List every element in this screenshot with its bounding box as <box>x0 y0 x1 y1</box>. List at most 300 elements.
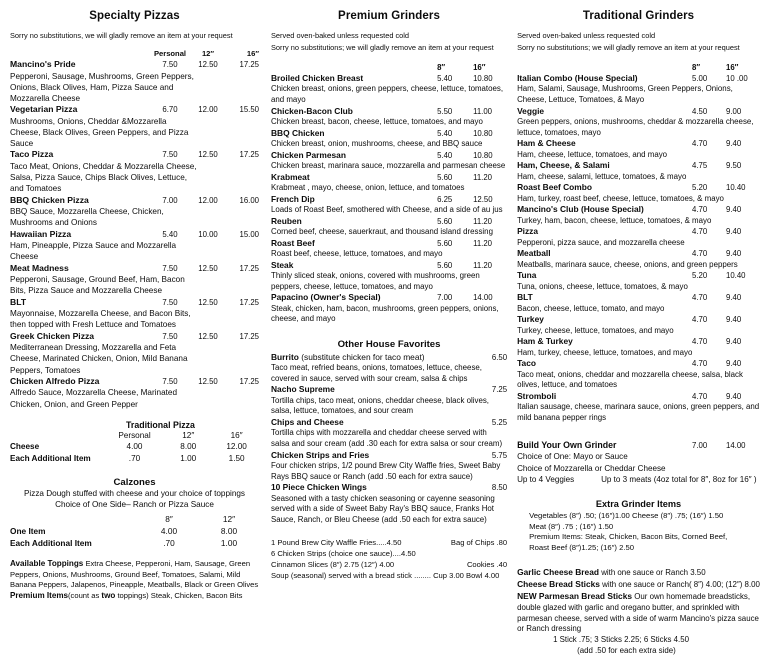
side-label: Cinnamon Slices (8″) 2.75 (12″) 4.00 <box>271 560 395 570</box>
byo-line1: Choice of One: Mayo or Sauce <box>517 452 628 462</box>
calz-row-8in: .70 <box>163 538 175 549</box>
item-price-personal: 7.50 <box>162 376 178 386</box>
header-16in: 16″ <box>726 63 739 72</box>
cheese-sticks-text: with one sauce or Ranch( 8″) 4.00; (12″) 8.00 <box>599 580 760 590</box>
item-price-16: 9.40 <box>726 293 742 303</box>
trad-row-label: Each Additional Item <box>10 454 91 463</box>
item-price-8: 4.70 <box>692 249 708 259</box>
item-price-8: 4.50 <box>692 106 708 116</box>
item-name: Reuben <box>271 215 302 226</box>
item-description: Pepperoni, Sausage, Ground Beef, Ham, Bacon Bits, Pizza Sauce and Mozzarella Cheese <box>10 275 185 296</box>
header-16in: 16″ <box>246 49 259 58</box>
item-price-8: 4.70 <box>692 205 708 215</box>
item-price-8: 5.00 <box>692 74 708 83</box>
premium-items-line <box>10 591 259 601</box>
item-price-16: 11.20 <box>473 216 492 226</box>
item-price-12: 12.50 <box>198 150 218 160</box>
item-price-8: 4.70 <box>692 337 708 347</box>
calz-header-8in: 8″ <box>165 514 173 525</box>
cheese-bread-sticks[interactable] <box>517 579 760 591</box>
item-description: Ham, turkey, cheese, lettuce, tomatoes, and mayo <box>517 347 693 357</box>
item-description: Taco meat, refried beans, onions, tomatoes, lettuce, cheese, covered in sauce, served with sour cream, salsa & chips <box>271 363 482 383</box>
extra-line: Meat (8″) .75 ; (16″) 1.50 <box>529 521 614 531</box>
menu-item[interactable] <box>517 182 760 204</box>
item-description: BBQ Sauce, Mozzarella Cheese, Chicken, Mushrooms and Onions <box>10 207 164 228</box>
item-description: Corned beef, cheese, sauerkraut, and thousand island dressing <box>271 227 493 236</box>
menu-item[interactable] <box>271 238 507 260</box>
item-price-8: 5.60 <box>437 216 453 226</box>
item-price-8: 7.00 <box>437 293 453 303</box>
byo-line3 <box>517 474 760 485</box>
item-description: Alfredo Sauce, Mozzarella Cheese, Marinated Chicken, Onion, and Green Pepper <box>10 388 178 409</box>
item-name: Chips and Cheese <box>271 416 344 427</box>
item-description: Chicken breast, onions, green peppers, cheese, lettuce, tomatoes, and mayo <box>271 84 504 104</box>
menu-item[interactable] <box>517 138 760 160</box>
item-price-16: 11.20 <box>473 238 492 248</box>
item-price-personal: 7.50 <box>162 263 178 273</box>
item-price-16: 10.80 <box>473 128 493 138</box>
item-description: Meatballs, marinara sauce, cheese, onions, and green peppers <box>517 259 738 269</box>
item-price-16: 9.50 <box>726 161 742 171</box>
calz-row-8in: 4.00 <box>160 526 178 537</box>
item-price-8: 5.20 <box>692 183 708 193</box>
item-price-12: 12.00 <box>198 195 218 205</box>
trad-row-16in: 12.00 <box>226 442 247 452</box>
traditional-pizza-table <box>10 420 259 465</box>
toppings-section <box>10 559 259 601</box>
item-name: Turkey <box>517 314 544 325</box>
item-name: Roast Beef <box>271 237 315 248</box>
byo-name: Build Your Own Grinder <box>517 440 617 451</box>
item-description: Turkey, ham, bacon, cheese, lettuce, tomatoes, & mayo <box>517 215 712 225</box>
item-description: Ham, cheese, lettuce, tomatoes, and mayo <box>517 149 668 159</box>
available-toppings-label: Available Toppings <box>10 559 84 569</box>
item-price-16: 9.00 <box>726 106 742 116</box>
side-label: 6 Chicken Strips (choice one sauce)....4.50 <box>271 549 416 559</box>
item-price-16: 11.20 <box>473 172 492 182</box>
menu-item[interactable] <box>10 297 259 331</box>
item-price-8: 5.40 <box>437 74 453 83</box>
item-name: Broiled Chicken Breast <box>271 73 364 83</box>
trad-row-personal: .70 <box>128 454 141 463</box>
item-price-16: 9.40 <box>726 249 742 259</box>
item-description: Ham, turkey, roast beef, cheese, lettuce, tomatoes, & mayo <box>517 193 724 203</box>
item-price-8: 5.60 <box>437 172 453 182</box>
item-description: Turkey, cheese, lettuce, tomatoes, and mayo <box>517 325 674 335</box>
other-house-favorites-list <box>271 352 507 526</box>
item-price-12: 12.50 <box>198 376 218 386</box>
menu-item[interactable] <box>271 417 507 450</box>
item-price: 6.50 <box>491 352 508 362</box>
sides-list <box>271 537 507 581</box>
item-price-8: 4.70 <box>692 315 708 325</box>
item-price-12: 12.50 <box>198 297 218 307</box>
trad-header-12in: 12″ <box>182 430 195 440</box>
traditional-grinders-note2: Sorry no substitutions; we will gladly remove an item at your request <box>517 43 740 52</box>
item-name: Hawaiian Pizza <box>10 228 72 239</box>
trad-header-personal: Personal <box>118 430 151 440</box>
item-description: Chicken breast, onion, mushrooms, cheese, and BBQ sauce <box>271 139 483 148</box>
menu-item[interactable] <box>271 450 507 483</box>
item-price-8: 4.70 <box>692 391 708 401</box>
byo-veggies: Up to 4 Veggies <box>517 474 575 484</box>
list-item[interactable] <box>271 537 507 548</box>
trad-row-personal: 4.00 <box>126 442 143 452</box>
menu-item[interactable] <box>271 172 507 194</box>
item-price-personal: 7.00 <box>162 195 178 205</box>
traditional-pizza-title: Traditional Pizza <box>126 419 195 430</box>
item-price-16: 11.20 <box>473 260 492 270</box>
traditional-grinders-note1: Served oven-baked unless requested cold <box>517 31 656 40</box>
item-name: Burrito <box>271 351 299 362</box>
item-price-16: 9.40 <box>726 391 742 401</box>
item-price-16: 17.25 <box>239 376 259 386</box>
item-price-12: 12.50 <box>198 60 218 69</box>
item-price-16: 17.25 <box>239 331 259 341</box>
item-name: Vegetarian Pizza <box>10 104 78 115</box>
traditional-grinders-column <box>511 6 764 655</box>
byo-meats: Up to 3 meats (4oz total for 8″, 8oz for 16″ ) <box>601 474 757 484</box>
item-description: Steak, chicken, ham, bacon, mushrooms, green peppers, onions, cheese, and mayo <box>271 303 499 324</box>
premium-grinders-note2: Sorry no substitutions; we will gladly remove an item at your request <box>271 43 494 52</box>
menu-item[interactable] <box>10 149 259 194</box>
item-description: Mayonnaise, Mozzarella Cheese, and Bacon Bits, then topped with Fresh Lettuce and Tomatoes <box>10 309 191 330</box>
menu-item[interactable] <box>10 195 259 229</box>
menu-item[interactable] <box>10 331 259 376</box>
calz-row-12in: 1.00 <box>220 538 238 549</box>
menu-item[interactable] <box>271 292 507 325</box>
traditional-pizza-headers <box>10 430 259 442</box>
item-name: Taco Pizza <box>10 149 54 160</box>
calzones-sub1: Pizza Dough stuffed with cheese and your choice of toppings <box>23 488 246 498</box>
item-name: Ham & Cheese <box>517 138 576 149</box>
trad-row-label: Cheese <box>10 442 40 452</box>
calz-header-blank <box>10 513 138 525</box>
item-name: Tuna <box>517 270 537 281</box>
item-price-8: 4.70 <box>692 293 708 303</box>
item-name: Steak <box>271 259 294 270</box>
cheese-sticks-label: Cheese Bread Sticks <box>517 579 600 590</box>
menu-item[interactable] <box>271 216 507 238</box>
menu-item[interactable] <box>271 482 507 525</box>
side-label: 1 Pound Brew City Waffle Fries.....4.50 <box>271 538 402 548</box>
menu-item[interactable] <box>517 106 760 139</box>
item-price-8: 5.40 <box>437 150 453 160</box>
item-name: Roast Beef Combo <box>517 182 592 193</box>
item-name: BBQ Chicken <box>271 127 325 138</box>
menu-item[interactable] <box>517 204 760 226</box>
extra-line: Vegetables (8″) .50; (16″)1.00 Cheese (8″) .75; (16″) 1.50 <box>529 510 724 520</box>
traditional-grinders-title: Traditional Grinders <box>582 10 695 22</box>
menu-item[interactable] <box>517 248 760 270</box>
menu-item[interactable] <box>10 59 259 104</box>
premium-grinder-list <box>271 73 507 325</box>
menu-item[interactable] <box>517 73 760 106</box>
item-description: Mushrooms, Onions, Cheddar &Mozzarella Cheese, Black Olives, Green Peppers, and Pizza Sauce <box>10 116 189 149</box>
item-name: Papacino (Owner's Special) <box>271 292 381 303</box>
trad-row-12in: 8.00 <box>180 442 197 452</box>
item-description: Pepperoni, pizza sauce, and mozzarella cheese <box>517 237 685 247</box>
parmesan-sticks-label: NEW Parmesan Bread Sticks <box>517 590 633 601</box>
side-label: Soup (seasonal) served with a bread stick ........ Cup 3.00 Bowl 4.00 <box>271 571 500 581</box>
item-price-personal: 5.40 <box>162 229 178 239</box>
item-price-16: 12.50 <box>473 194 493 204</box>
item-name: Taco <box>517 358 536 369</box>
item-price-16: 9.40 <box>726 205 742 215</box>
item-name: Greek Chicken Pizza <box>10 330 95 341</box>
byo-price-8: 7.00 <box>692 441 708 451</box>
specialty-pizzas-note: Sorry no substitutions, we will gladly remove an item at your request <box>10 31 233 40</box>
menu-item[interactable] <box>271 384 507 417</box>
item-price: 8.50 <box>491 483 508 493</box>
item-price-16: 14.00 <box>473 293 493 303</box>
item-name: BBQ Chicken Pizza <box>10 194 89 205</box>
bread-price-line: 1 Stick .75; 3 Sticks 2.25; 6 Sticks 4.50 <box>553 635 690 645</box>
table-row[interactable] <box>10 441 259 453</box>
byo-line2: Choice of Mozzarella or Cheddar Cheese <box>517 463 666 473</box>
item-description: Bacon, cheese, lettuce, tomato, and mayo <box>517 303 665 313</box>
menu-item[interactable] <box>271 73 507 106</box>
item-name: Ham, Cheese, & Salami <box>517 160 610 171</box>
item-price-8: 5.60 <box>437 260 453 270</box>
calzones-sub2: Choice of One Side– Ranch or Pizza Sauce <box>55 500 214 509</box>
item-price-8: 5.60 <box>437 238 453 248</box>
item-name: Stromboli <box>517 390 557 401</box>
header-12in: 12″ <box>201 49 215 58</box>
item-price-8: 5.50 <box>437 106 453 116</box>
item-price-16: 17.25 <box>239 263 259 273</box>
item-price-personal: 7.50 <box>162 297 178 307</box>
item-description: Tuna, onions, cheese, lettuce, tomatoes, & mayo <box>517 281 688 291</box>
premium-grinders-note1: Served oven-baked unless requested cold <box>271 31 410 40</box>
specialty-pizza-list <box>10 59 259 410</box>
item-price-8: 4.70 <box>692 139 708 149</box>
list-item[interactable] <box>271 548 507 559</box>
item-price-16: 9.40 <box>726 139 742 149</box>
item-price-8: 5.40 <box>437 128 453 138</box>
build-your-own-grinder[interactable] <box>517 439 760 485</box>
item-name: Nacho Supreme <box>271 384 335 395</box>
item-name: Chicken Alfredo Pizza <box>10 375 100 386</box>
bread-section <box>517 567 760 656</box>
item-description: Roast beef, cheese, lettuce, tomatoes, and mayo <box>271 249 443 258</box>
menu-item[interactable] <box>517 226 760 248</box>
item-price-16: 9.40 <box>726 227 742 237</box>
item-price-16: 17.25 <box>239 297 259 307</box>
item-name: Meatball <box>517 248 551 259</box>
premium-two: two <box>101 590 116 600</box>
table-row[interactable] <box>10 537 259 549</box>
item-price-8: 4.75 <box>692 161 708 171</box>
item-price-personal: 7.50 <box>162 60 178 69</box>
item-name: Krabmeat <box>271 171 310 182</box>
item-description: Taco Meat, Onions, Cheddar & Mozzarella Cheese, Salsa, Pizza Sauce, Chips Black Olives, Lettuce, and Tomatoes <box>10 162 197 194</box>
trad-header-16in: 16″ <box>230 430 243 440</box>
item-description: Ham, Pineapple, Pizza Sauce and Mozzarella Cheese <box>10 241 177 262</box>
calz-header-12in: 12″ <box>222 514 236 525</box>
item-name: Ham & Turkey <box>517 336 573 347</box>
trad-header-blank <box>10 430 107 442</box>
menu-item[interactable] <box>10 229 259 263</box>
item-price-8: 4.70 <box>692 359 708 369</box>
specialty-pizzas-title: Specialty Pizzas <box>89 10 180 22</box>
item-name: Veggie <box>517 105 545 116</box>
parmesan-sticks-text: Our own homemade breadsticks, double glazed with garlic and oregano butter, and sprinkled with parmesan cheese, served with a side of warm Mancino's pizza sauce or Ranch dressing <box>517 591 759 634</box>
extra-line: Premium Items: Steak, Chicken, Bacon Bits, Corned Beef, <box>529 532 728 542</box>
menu-item[interactable] <box>10 376 259 410</box>
parmesan-bread-sticks[interactable] <box>517 591 760 635</box>
item-price-16: 10.40 <box>726 183 746 193</box>
item-price-16: 10 .00 <box>726 74 748 83</box>
calzones-headers <box>10 513 259 525</box>
menu-item[interactable] <box>271 194 507 216</box>
item-name: Mancino's Club (House Special) <box>517 204 644 215</box>
menu-item[interactable] <box>517 336 760 358</box>
extra-grinder-items <box>517 499 760 553</box>
item-price-personal: 7.50 <box>162 331 178 341</box>
item-description: Green peppers, onions, mushrooms, cheddar & mozzarella cheese, lettuce, tomatoes, mayo <box>517 117 754 137</box>
menu-item[interactable] <box>517 292 760 314</box>
calz-row-12in: 8.00 <box>220 526 238 537</box>
item-price-8: 5.20 <box>692 271 708 281</box>
list-item[interactable] <box>271 570 507 581</box>
table-row[interactable] <box>10 453 259 465</box>
premium-price-headers <box>271 63 507 73</box>
item-name: Chicken Strips and Fries <box>271 449 370 460</box>
calz-row-label: One Item <box>10 526 46 537</box>
menu-item[interactable] <box>271 106 507 128</box>
byo-price-16: 14.00 <box>726 441 746 451</box>
item-name: Chicken Parmesan <box>271 149 346 160</box>
calz-row-label: Each Additional Item <box>10 538 92 549</box>
item-price-16: 17.25 <box>239 60 259 69</box>
item-name: Meat Madness <box>10 262 69 273</box>
premium-post: toppings) Steak, Chicken, Bacon Bits <box>115 590 243 600</box>
garlic-cheese-bread[interactable] <box>517 567 760 579</box>
item-price-12: 10.00 <box>198 229 218 239</box>
header-8in: 8″ <box>437 63 446 72</box>
item-description: Chicken breast, marinara sauce, mozzarella and parmesan cheese <box>271 161 506 170</box>
item-price-16: 16.00 <box>239 195 259 205</box>
item-price-16: 9.40 <box>726 315 742 325</box>
item-price-personal: 7.50 <box>162 150 178 160</box>
item-description: Krabmeat , mayo, cheese, onion, lettuce, and tomatoes <box>271 183 465 192</box>
header-8in: 8″ <box>692 63 701 72</box>
specialty-price-headers <box>10 49 259 59</box>
trad-row-12in: 1.00 <box>180 454 197 463</box>
menu-item[interactable] <box>517 314 760 336</box>
item-price-16: 11.00 <box>473 106 492 116</box>
available-toppings-line <box>10 559 259 590</box>
side-price: Bag of Chips .80 <box>450 538 508 548</box>
item-description: Four chicken strips, 1/2 pound Brew City Waffle fries, Sweet Baby Rays BBQ sauce or Ranch (add .50 each for extra sauce) <box>271 460 501 481</box>
item-price-16: 17.25 <box>239 150 259 160</box>
item-price-8: 4.70 <box>692 227 708 237</box>
item-price-12: 12.50 <box>198 331 218 341</box>
item-description: Taco meat, onions, cheddar and mozzarella cheese, salsa, black olives, lettuce, and tomatoes <box>517 369 743 390</box>
calzones-table <box>10 513 259 549</box>
garlic-bread-label: Garlic Cheese Bread <box>517 567 599 578</box>
item-name: BLT <box>517 292 533 303</box>
list-item[interactable] <box>271 559 507 570</box>
side-price: Cookies .40 <box>466 560 508 570</box>
item-description: Pepperoni, Sausage, Mushrooms, Green Peppers, Onions, Black Olives, Ham, Pizza Sauce and Mozzarella Cheese <box>10 71 194 103</box>
other-house-favorites-title: Other House Favorites <box>337 338 441 350</box>
menu-item[interactable] <box>271 260 507 293</box>
item-description: Seasoned with a tasty chicken seasoning or cayenne seasoning served with a side of Sweet Baby Ray's BBQ sauce, Franks Hot Sauce, Ranch, or Bleu Cheese (add .50 each for extra sauce) <box>271 493 495 524</box>
available-toppings-text: Extra Cheese, Pepperoni, Ham, Sausage, Green Peppers, Onions, Mushrooms, Ground Beef, Tomatoes, Salami, Mild Banana Peppers, Jalapenos, Pineapple, Meatballs, Black or Green Olives <box>10 559 259 590</box>
premium-items-label: Premium Items <box>10 590 69 600</box>
item-description: Tortilla chips with mozzarella and cheddar cheese served with salsa and sour cream (add .30 each for extra salsa or sour cream) <box>271 428 503 448</box>
garlic-bread-text: with one sauce or Ranch 3.50 <box>599 568 706 578</box>
item-price-16: 9.40 <box>726 337 742 347</box>
extra-grinder-title: Extra Grinder Items <box>595 498 682 509</box>
item-price-16: 15.00 <box>239 229 259 239</box>
specialty-pizzas-column <box>4 6 265 600</box>
menu-item[interactable] <box>10 104 259 149</box>
item-price: 5.25 <box>491 417 508 427</box>
calzones-title: Calzones <box>113 476 156 488</box>
premium-grinders-column <box>265 6 511 592</box>
item-description: Thinly sliced steak, onions, covered with mushrooms, green peppers, cheese, lettuce, tomatoes, and mayo <box>271 271 480 291</box>
traditional-price-headers <box>517 63 760 73</box>
item-price-16: 10.80 <box>473 74 493 83</box>
item-price-16: 10.80 <box>473 150 493 160</box>
item-price: 5.75 <box>491 450 508 460</box>
item-description: Ham, cheese, salami, lettuce, tomatoes, & mayo <box>517 171 687 181</box>
menu-item[interactable] <box>271 352 507 385</box>
premium-grinders-title: Premium Grinders <box>338 10 440 22</box>
item-price-16: 9.40 <box>726 359 742 369</box>
item-price-12: 12.50 <box>198 263 218 273</box>
menu-item[interactable] <box>271 150 507 172</box>
item-price-16: 15.50 <box>239 105 259 115</box>
header-personal: Personal <box>153 49 187 58</box>
menu-item[interactable] <box>10 263 259 297</box>
item-price-16: 10.40 <box>726 271 746 281</box>
item-name: French Dip <box>271 193 315 204</box>
item-price-8: 6.25 <box>437 194 453 204</box>
menu-item[interactable] <box>517 358 760 391</box>
item-name-note: (substitute chicken for taco meat) <box>298 351 425 362</box>
item-name: Mancino's Pride <box>10 59 76 69</box>
item-price-12: 12.00 <box>198 105 218 115</box>
item-price-personal: 6.70 <box>162 105 178 115</box>
item-name: Pizza <box>517 226 539 237</box>
item-price: 7.25 <box>491 385 508 395</box>
item-description: Chicken breast, bacon, cheese, lettuce, tomatoes, and mayo <box>271 117 483 126</box>
traditional-grinder-list <box>517 73 760 423</box>
menu-item[interactable] <box>271 128 507 150</box>
item-name: BLT <box>10 296 27 307</box>
item-name: Chicken-Bacon Club <box>271 105 353 116</box>
menu-item[interactable] <box>517 270 760 292</box>
item-description: Tortilla chips, taco meat, onions, cheddar cheese, black olives, salsa, lettuce, tomatoes, and sour cream <box>271 395 489 416</box>
item-description: Ham, Salami, Sausage, Mushrooms, Green Peppers, Onions, Cheese, Lettuce, Tomatoes, & Mayo <box>517 84 733 104</box>
item-description: Mediterranean Dressing, Mozzarella and Feta Cheese, Marinated Chicken, Onion, Mild Banana Peppers, Tomatoes <box>10 343 188 375</box>
calzones-section <box>10 477 259 550</box>
table-row[interactable] <box>10 525 259 537</box>
bread-extra-side: (add .50 for each extra side) <box>577 645 676 655</box>
menu-item[interactable] <box>517 391 760 424</box>
item-name: 10 Piece Chicken Wings <box>271 482 367 493</box>
extra-line: Roast Beef (8″)1.25; (16″) 2.50 <box>529 542 635 552</box>
header-16in: 16″ <box>473 63 486 72</box>
item-description: Italian sausage, cheese, marinara sauce, onions, green peppers, and mild banana pepper rings <box>517 402 760 422</box>
trad-row-16in: 1.50 <box>228 454 245 463</box>
menu-item[interactable] <box>517 160 760 182</box>
premium-pre: (count as <box>68 590 102 600</box>
